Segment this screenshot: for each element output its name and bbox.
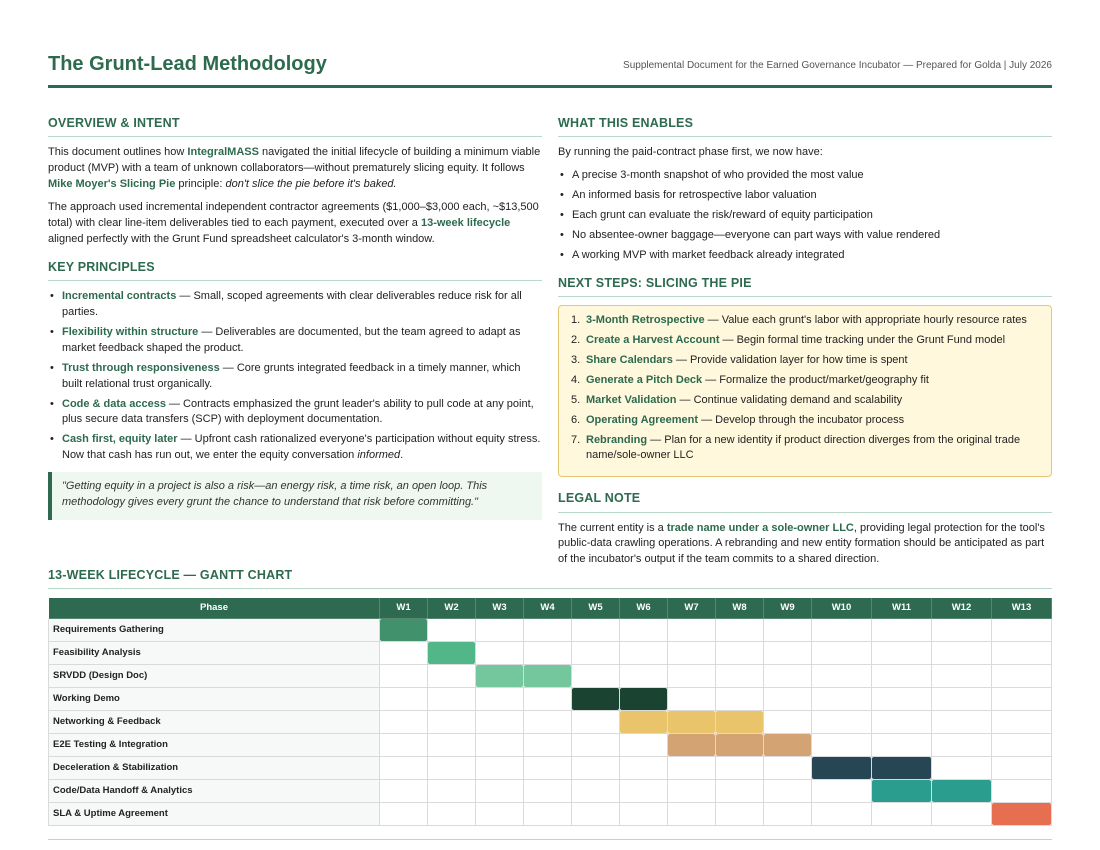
gantt-cell <box>992 711 1052 734</box>
gantt-phase-label: Working Demo <box>49 688 380 711</box>
gantt-cell <box>668 803 716 826</box>
gantt-cell <box>524 803 572 826</box>
gantt-cell <box>620 734 668 757</box>
gantt-cell <box>872 757 932 780</box>
gantt-bar <box>716 734 763 756</box>
gantt-cell <box>716 642 764 665</box>
gantt-cell <box>428 642 476 665</box>
gantt-cell <box>476 734 524 757</box>
gantt-cell <box>524 734 572 757</box>
principle-title: Cash first, equity later <box>62 433 178 446</box>
gantt-bar <box>812 757 871 779</box>
gantt-cell <box>572 642 620 665</box>
step-text: — Provide validation layer for how time is spent <box>672 353 908 366</box>
next-step-item <box>569 413 1039 429</box>
gantt-cell <box>524 665 572 688</box>
gantt-phase-label: Feasibility Analysis <box>49 642 380 665</box>
principle-item <box>48 325 542 357</box>
principle-item <box>48 432 542 464</box>
gantt-week-header: W4 <box>524 598 572 619</box>
principle-title: Trust through responsiveness <box>62 361 220 374</box>
gantt-cell <box>764 780 812 803</box>
gantt-cell <box>872 803 932 826</box>
gantt-cell <box>992 734 1052 757</box>
gantt-cell <box>872 688 932 711</box>
gantt-cell <box>812 803 872 826</box>
gantt-cell <box>524 688 572 711</box>
gantt-row <box>49 711 1052 734</box>
gantt-cell <box>428 619 476 642</box>
gantt-bar <box>992 803 1051 825</box>
step-title: Rebranding <box>586 433 648 446</box>
gantt-cell <box>932 619 992 642</box>
gantt-bar <box>476 665 523 687</box>
gantt-cell <box>992 619 1052 642</box>
gantt-cell <box>524 619 572 642</box>
gantt-cell <box>380 711 428 734</box>
next-step-item <box>569 333 1039 349</box>
gantt-cell <box>668 665 716 688</box>
gantt-week-header: W11 <box>872 598 932 619</box>
step-number: 7. <box>571 433 581 446</box>
gantt-row <box>49 757 1052 780</box>
gantt-cell <box>476 803 524 826</box>
gantt-cell <box>428 803 476 826</box>
step-number: 4. <box>571 373 581 386</box>
next-step-item <box>569 313 1039 329</box>
step-title: Share Calendars <box>586 353 673 366</box>
legal-paragraph: The current entity is a trade name under a sole-owner LLC, providing legal protection for the tool's public-data crawling operations. A rebranding and new entity formation should be anticipated as part of the incubator's output if the team commits to a shared direction. <box>558 521 1045 566</box>
gantt-row <box>49 780 1052 803</box>
gantt-row <box>49 803 1052 826</box>
gantt-cell <box>380 619 428 642</box>
gantt-cell <box>992 688 1052 711</box>
principle-end: . <box>400 449 404 462</box>
gantt-row <box>49 642 1052 665</box>
gantt-cell <box>476 642 524 665</box>
gantt-cell <box>992 665 1052 688</box>
gantt-cell <box>620 642 668 665</box>
next-step-item <box>569 393 1039 409</box>
principle-item <box>48 361 542 393</box>
enables-intro: By running the paid-contract phase first, we now have: <box>558 146 823 159</box>
gantt-bar <box>572 688 619 710</box>
gantt-cell <box>380 734 428 757</box>
gantt-cell <box>872 711 932 734</box>
gantt-bar <box>764 734 811 756</box>
slicing-pie-highlight: Mike Moyer's Slicing Pie <box>48 178 176 190</box>
gantt-week-header: W8 <box>716 598 764 619</box>
gantt-cell <box>764 642 812 665</box>
gantt-week-header: W13 <box>992 598 1052 619</box>
gantt-cell <box>992 803 1052 826</box>
enables-list <box>558 168 1052 264</box>
step-number: 5. <box>571 393 581 406</box>
gantt-cell <box>764 757 812 780</box>
llc-highlight: trade name under a sole-owner LLC <box>666 521 854 534</box>
gantt-cell <box>476 757 524 780</box>
gantt-cell <box>428 688 476 711</box>
gantt-cell <box>764 688 812 711</box>
gantt-cell <box>380 780 428 803</box>
step-number: 2. <box>571 333 581 346</box>
integralmass-highlight: IntegralMASS <box>187 146 259 159</box>
next-steps-heading: NEXT STEPS: SLICING THE PIE <box>558 274 1052 297</box>
gantt-section <box>48 566 1052 826</box>
gantt-cell <box>812 734 872 757</box>
gantt-week-header: W1 <box>380 598 428 619</box>
step-number: 1. <box>571 313 581 326</box>
gantt-cell <box>572 734 620 757</box>
gantt-cell <box>572 757 620 780</box>
gantt-cell <box>872 642 932 665</box>
principles-list <box>48 289 542 464</box>
step-title: Market Validation <box>586 393 677 406</box>
gantt-cell <box>812 780 872 803</box>
step-title: 3-Month Retrospective <box>586 313 705 326</box>
gantt-bar <box>620 711 667 733</box>
gantt-week-header: W3 <box>476 598 524 619</box>
gantt-cell <box>932 665 992 688</box>
principle-item <box>48 397 542 429</box>
gantt-phase-header: Phase <box>49 598 380 619</box>
principle-title: Flexibility within structure <box>62 325 199 338</box>
gantt-row <box>49 688 1052 711</box>
gantt-cell <box>812 665 872 688</box>
gantt-cell <box>572 619 620 642</box>
gantt-cell <box>812 642 872 665</box>
gantt-bar <box>620 688 667 710</box>
gantt-cell <box>572 780 620 803</box>
gantt-cell <box>716 780 764 803</box>
gantt-row <box>49 665 1052 688</box>
gantt-cell <box>668 642 716 665</box>
gantt-cell <box>524 757 572 780</box>
gantt-cell <box>428 734 476 757</box>
gantt-cell <box>380 757 428 780</box>
footer-divider <box>48 839 1052 840</box>
gantt-cell <box>380 665 428 688</box>
enables-item: • Each grunt can evaluate the risk/reward of equity participation <box>558 208 1052 224</box>
gantt-cell <box>716 803 764 826</box>
gantt-cell <box>764 734 812 757</box>
gantt-cell <box>380 642 428 665</box>
gantt-cell <box>932 780 992 803</box>
gantt-bar <box>524 665 571 687</box>
gantt-cell <box>476 619 524 642</box>
gantt-cell <box>716 734 764 757</box>
enables-item: • No absentee-owner baggage—everyone can part ways with value rendered <box>558 228 1052 244</box>
gantt-cell <box>932 734 992 757</box>
right-column <box>558 114 1052 575</box>
left-column <box>48 114 542 520</box>
gantt-cell <box>476 688 524 711</box>
next-step-item <box>569 433 1039 465</box>
page-title: The Grunt-Lead Methodology <box>48 53 327 75</box>
gantt-cell <box>764 711 812 734</box>
gantt-week-header: W2 <box>428 598 476 619</box>
gantt-cell <box>992 642 1052 665</box>
step-text: — Begin formal time tracking under the Grunt Fund model <box>719 333 1006 346</box>
step-number: 6. <box>571 413 581 426</box>
gantt-bar <box>932 780 991 802</box>
methodology-quote: "Getting equity in a project is also a risk—an energy risk, a time risk, an open loop. This methodology gives every grunt the chance to understand that risk before committing." <box>48 472 542 520</box>
gantt-bar <box>428 642 475 664</box>
step-text: — Continue validating demand and scalability <box>676 393 903 406</box>
gantt-cell <box>524 780 572 803</box>
document-header <box>48 48 1052 88</box>
gantt-cell <box>524 711 572 734</box>
principle-text: — Upfront cash rationalized everyone's participation without equity stress. Now that cash has run out, we enter the equity conversation <box>62 433 541 462</box>
gantt-week-header: W9 <box>764 598 812 619</box>
gantt-phase-label: Networking & Feedback <box>49 711 380 734</box>
gantt-cell <box>668 757 716 780</box>
gantt-bar <box>380 619 427 641</box>
overview-paragraph-2: The approach used incremental independent contractor agreements ($1,000–$3,000 each, ~$13,500 total) with clear line-item deliverables tied to each payment, executed over a 13-week lifecycle aligned perfectly with the Grunt Fund spreadsheet calculator's 3-month window. <box>48 200 539 245</box>
gantt-cell <box>764 803 812 826</box>
gantt-cell <box>620 665 668 688</box>
gantt-cell <box>764 665 812 688</box>
gantt-cell <box>428 757 476 780</box>
gantt-week-header: W5 <box>572 598 620 619</box>
gantt-cell <box>572 711 620 734</box>
principles-heading: KEY PRINCIPLES <box>48 258 542 281</box>
gantt-phase-label: Code/Data Handoff & Analytics <box>49 780 380 803</box>
step-text: — Value each grunt's labor with appropriate hourly resource rates <box>704 313 1027 326</box>
principle-title: Code & data access <box>62 397 166 410</box>
gantt-phase-label: SLA & Uptime Agreement <box>49 803 380 826</box>
gantt-phase-label: E2E Testing & Integration <box>49 734 380 757</box>
principle-item <box>48 289 542 321</box>
principle-text: — Deliverables are documented, but the team agreed to adapt as market feedback shaped the product. <box>62 325 521 354</box>
lifecycle-highlight: 13-week lifecycle <box>420 216 511 229</box>
gantt-cell <box>872 780 932 803</box>
gantt-cell <box>872 734 932 757</box>
gantt-cell <box>716 688 764 711</box>
gantt-phase-label: Requirements Gathering <box>49 619 380 642</box>
page-subtitle: Supplemental Document for the Earned Governance Incubator — Prepared for Golda | July 2026 <box>623 60 1052 71</box>
step-number: 3. <box>571 353 581 366</box>
gantt-week-header: W12 <box>932 598 992 619</box>
gantt-cell <box>716 757 764 780</box>
gantt-cell <box>572 665 620 688</box>
gantt-bar <box>716 711 763 733</box>
gantt-cell <box>932 642 992 665</box>
step-text: — Formalize the product/market/geography fit <box>702 373 929 386</box>
gantt-cell <box>812 619 872 642</box>
gantt-cell <box>932 688 992 711</box>
step-text: — Plan for a new identity if product direction diverges from the original trade name/sole-owner LLC <box>586 433 1021 462</box>
gantt-row <box>49 734 1052 757</box>
gantt-cell <box>764 619 812 642</box>
gantt-cell <box>668 711 716 734</box>
gantt-cell <box>812 688 872 711</box>
gantt-cell <box>716 665 764 688</box>
gantt-phase-label: SRVDD (Design Doc) <box>49 665 380 688</box>
next-step-item <box>569 373 1039 389</box>
gantt-cell <box>428 780 476 803</box>
next-steps-list <box>569 313 1039 465</box>
gantt-cell <box>620 619 668 642</box>
gantt-cell <box>380 688 428 711</box>
step-title: Operating Agreement <box>586 413 699 426</box>
gantt-cell <box>812 757 872 780</box>
gantt-cell <box>668 619 716 642</box>
step-text: — Develop through the incubator process <box>698 413 905 426</box>
gantt-cell <box>476 711 524 734</box>
gantt-cell <box>620 780 668 803</box>
enables-item: • A precise 3-month snapshot of who provided the most value <box>558 168 1052 184</box>
step-title: Create a Harvest Account <box>586 333 720 346</box>
gantt-week-header: W7 <box>668 598 716 619</box>
gantt-cell <box>932 803 992 826</box>
gantt-cell <box>572 688 620 711</box>
gantt-cell <box>620 688 668 711</box>
enables-heading: WHAT THIS ENABLES <box>558 114 1052 137</box>
principle-text: — Contracts emphasized the grunt leader's ability to pull code at any point, plus secure data transfers (SCP) with deployment documentation. <box>62 397 534 426</box>
gantt-cell <box>872 665 932 688</box>
principle-emphasis: informed <box>357 449 401 462</box>
gantt-bar <box>872 757 931 779</box>
gantt-bar <box>668 711 715 733</box>
principle-text: — Small, scoped agreements with clear deliverables reduce risk for all parties. <box>62 289 522 318</box>
gantt-heading: 13-WEEK LIFECYCLE — GANTT CHART <box>48 566 1052 589</box>
gantt-week-header: W6 <box>620 598 668 619</box>
principle-title: Incremental contracts <box>62 289 177 302</box>
gantt-cell <box>668 734 716 757</box>
gantt-bar <box>668 734 715 756</box>
gantt-phase-label: Deceleration & Stabilization <box>49 757 380 780</box>
next-step-item <box>569 353 1039 369</box>
gantt-bar <box>872 780 931 802</box>
gantt-cell <box>716 711 764 734</box>
gantt-cell <box>476 780 524 803</box>
gantt-cell <box>524 642 572 665</box>
gantt-cell <box>668 780 716 803</box>
gantt-cell <box>716 619 764 642</box>
gantt-cell <box>872 619 932 642</box>
gantt-cell <box>932 757 992 780</box>
gantt-cell <box>428 711 476 734</box>
gantt-cell <box>992 757 1052 780</box>
step-title: Generate a Pitch Deck <box>586 373 703 386</box>
gantt-cell <box>620 711 668 734</box>
next-steps-callout <box>558 305 1052 478</box>
gantt-cell <box>992 780 1052 803</box>
gantt-week-header: W10 <box>812 598 872 619</box>
overview-paragraph-1: This document outlines how IntegralMASS navigated the initial lifecycle of building a minimum viable product (MVP) with a team of unknown collaborators—without prematurely slicing equity. It follows Mike Moyer's Slicing Pie principle: don't slice the pie before it's baked. <box>48 146 541 190</box>
gantt-cell <box>932 711 992 734</box>
gantt-table <box>48 597 1052 826</box>
gantt-cell <box>668 688 716 711</box>
principle-text: — Core grunts integrated feedback in a timely manner, which built relational trust organically. <box>62 361 521 390</box>
legal-heading: LEGAL NOTE <box>558 489 1052 512</box>
gantt-cell <box>812 711 872 734</box>
gantt-cell <box>380 803 428 826</box>
enables-item: • An informed basis for retrospective labor valuation <box>558 188 1052 204</box>
gantt-cell <box>572 803 620 826</box>
gantt-cell <box>476 665 524 688</box>
overview-heading: OVERVIEW & INTENT <box>48 114 542 137</box>
enables-item: • A working MVP with market feedback already integrated <box>558 248 1052 264</box>
gantt-cell <box>620 757 668 780</box>
gantt-cell <box>428 665 476 688</box>
gantt-row <box>49 619 1052 642</box>
gantt-cell <box>620 803 668 826</box>
